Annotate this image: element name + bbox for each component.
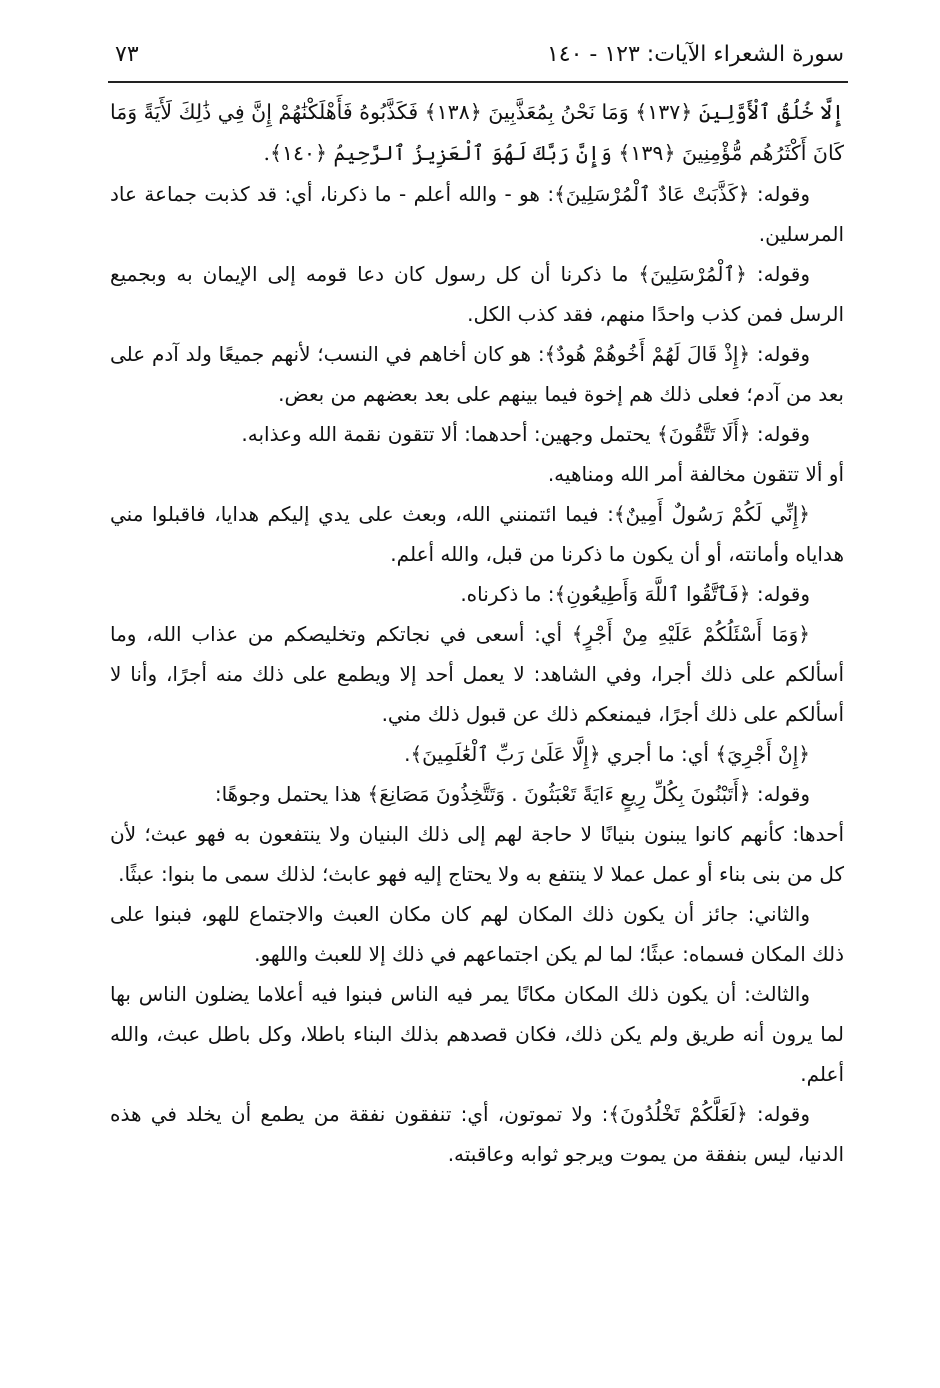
header-divider: [108, 81, 848, 83]
commentary-paragraph: وقوله: ﴿كَذَّبَتْ عَادٌ ٱلْمُرْسَلِينَ﴾: هو - والله أعلم - ما ذكرنا، أي: قد كذبت جماعة عاد المرسلين.: [110, 182, 844, 246]
commentary-paragraph: وقوله: ﴿لَعَلَّكُمْ تَخْلُدُونَ﴾: ولا تموتون، أي: تنفقون نفقة من يطمع أن يخلد في هذه الدنيا، ليس بنفقة من يموت ويرجو ثوابه وعاقبته.: [110, 1102, 844, 1166]
commentary-paragraph: وقوله: ﴿ٱلْمُرْسَلِينَ﴾ ما ذكرنا أن كل رسول كان دعا قومه إلى الإيمان به وبجميع الرسل فمن كذب واحدًا منهم، فقد كذب الكل.: [110, 262, 844, 326]
running-header: [115, 38, 844, 78]
commentary-paragraph: ﴿إِنِّي لَكُمْ رَسُولٌ أَمِينٌ﴾: فيما ائتمنني الله، وبعث على يدي إليكم هدايا، فاقبلوا مني هداياه وأمانته، أو أن يكون ما ذكرنا من قبل، والله أعلم.: [110, 502, 844, 566]
commentary-paragraph: أحدها: كأنهم كانوا يبنون بنيانًا لا حاجة لهم إلى ذلك البنيان ولا ينتفعون به فهو عبث؛ لأن كل من بنى بناء أو عمل عملا لا ينتفع به ولا يحتاج إليه فهو عابث؛ لذلك سمى ما بنوا: عبثًا.: [110, 822, 844, 886]
commentary-paragraph: أو ألا تتقون مخالفة أمر الله ومناهيه.: [547, 462, 844, 486]
commentary-paragraph: وقوله: ﴿أَتَبْنُونَ بِكُلِّ رِيعٍ ءَايَةً تَعْبَثُونَ . وَتَتَّخِذُونَ مَصَانِعَ﴾ هذا يحتمل وجوهًا:: [214, 782, 810, 806]
page-number: ٧٣: [115, 42, 139, 67]
commentary-paragraph: وقوله: ﴿أَلَا تَتَّقُونَ﴾ يحتمل وجهين: أحدهما: ألا تتقون نقمة الله وعذابه.: [241, 422, 810, 446]
commentary-paragraph: وقوله: ﴿إِذْ قَالَ لَهُمْ أَخُوهُمْ هُودٌ﴾: هو كان أخاهم في النسب؛ لأنهم جميعًا ولد آدم على بعد من آدم؛ فعلى ذلك هم إخوة فيما بينهم على بعد بعضهم من بعض.: [110, 342, 844, 406]
page-body: [110, 92, 844, 1174]
commentary-paragraph: والثالث: أن يكون ذلك المكان مكانًا يمر فيه الناس فبنوا فيه أعلاما يضلون الناس بها لما يرون أنه طريق ولم يكن ذلك، فكان قصدهم بذلك البناء باطلا، وكل باطل عبث، والله أعلم.: [110, 982, 844, 1086]
running-title: سورة الشعراء الآيات: ١٢٣ - ١٤٠: [546, 42, 844, 67]
commentary-paragraph: ﴿وَمَا أَسْئَلُكُمْ عَلَيْهِ مِنْ أَجْرٍ﴾ أي: أسعى في نجاتكم وتخليصكم من عذاب الله، وما أسألكم على ذلك أجرا، وفي الشاهد: لا يعمل أحد إلا ويطمع على ذلك منه أجرًا، وأنا لا أسألكم على ذلك أجرًا، فيمنعكم ذلك عن قبول ذلك مني.: [110, 622, 844, 726]
quran-verses: إِلَّا خُلُقُ ٱلْأَوَّلِينَ ﴿١٣٧﴾ وَمَا نَحْنُ بِمُعَذَّبِينَ ﴿١٣٨﴾ فَكَذَّبُوهُ فَأَهْلَكْنَٰهُمْ إِنَّ فِي ذَٰلِكَ لَأَيَةً وَمَا كَانَ أَكْثَرُهُم مُّؤْمِنِينَ ﴿١٣٩﴾ وَإِنَّ رَبَّكَ لَهُوَ ٱلْعَزِيزُ ٱلرَّحِيمُ ﴿١٤٠﴾.: [110, 100, 845, 165]
commentary-paragraph: وقوله: ﴿فَٱتَّقُوا ٱللَّهَ وَأَطِيعُونِ﴾: ما ذكرناه.: [460, 582, 810, 606]
commentary-paragraph: ﴿إِنْ أَجْرِيَ﴾ أي: ما أجري ﴿إِلَّا عَلَىٰ رَبِّ ٱلْعَٰلَمِينَ﴾.: [404, 742, 810, 766]
commentary-paragraph: والثاني: جائز أن يكون ذلك المكان لهم كان مكان العبث والاجتماع للهو، فبنوا على ذلك المكان فسماه: عبثًا؛ لما لم يكن اجتماعهم في ذلك إلا للعبث واللهو.: [110, 902, 844, 966]
